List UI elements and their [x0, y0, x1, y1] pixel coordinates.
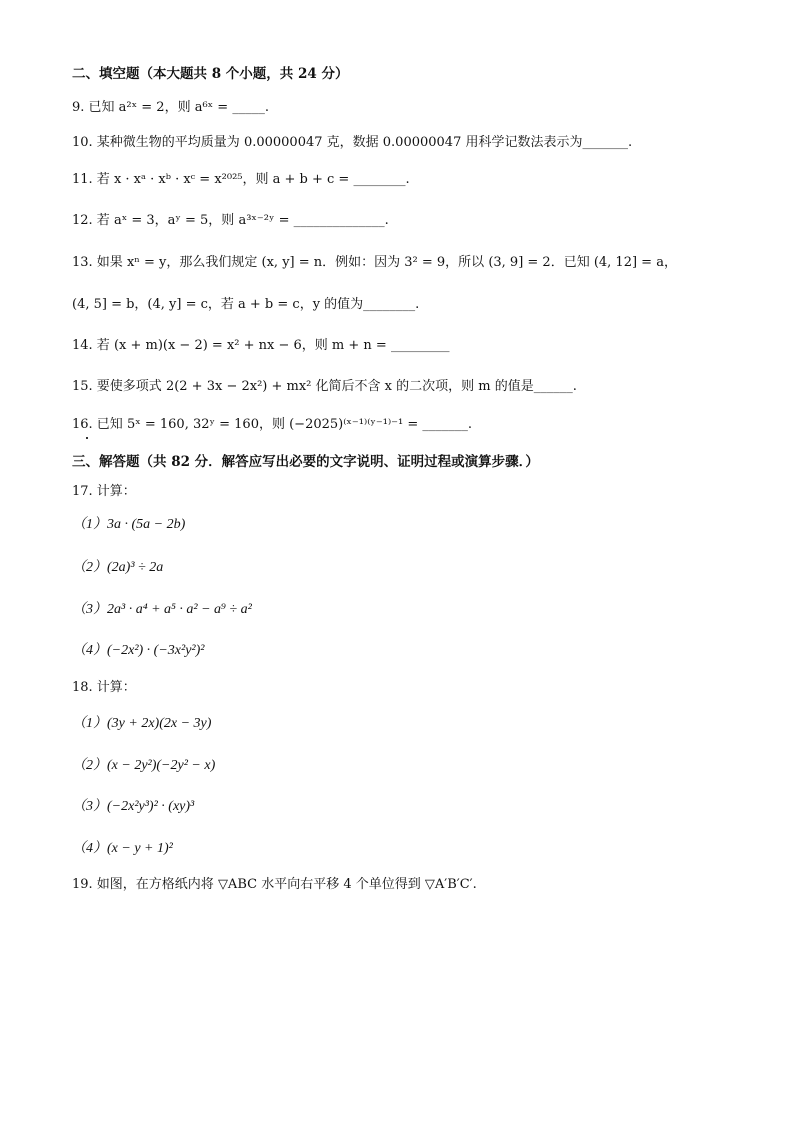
- stray-dot: [86, 437, 88, 439]
- question-17-item-1: （1）3a · (5a − 2b): [72, 517, 186, 532]
- section-2-heading: 二、填空题（本大题共 8 个小题，共 24 分）: [72, 66, 349, 82]
- section-3-heading: 三、解答题（共 82 分．解答应写出必要的文字说明、证明过程或演算步骤．）: [72, 454, 539, 470]
- question-9: 9. 已知 a²ˣ = 2，则 a⁶ˣ = _____.: [72, 100, 269, 115]
- question-14: 14. 若 (x + m)(x − 2) = x² + nx − 6，则 m + n = _________: [72, 338, 450, 353]
- question-13-line-2: (4, 5] = b，(4, y] = c，若 a + b = c，y 的值为________.: [72, 297, 420, 312]
- question-18-item-2: （2）(x − 2y²)(−2y² − x): [72, 758, 216, 773]
- question-18-item-3: （3）(−2x²y³)² · (xy)³: [72, 799, 195, 814]
- question-17-item-3: （3）2a³ · a⁴ + a⁵ · a² − a⁹ ÷ a²: [72, 602, 252, 617]
- question-16: 16. 已知 5ˣ = 160, 32ʸ = 160，则 (−2025)⁽ˣ⁻¹⁾⁽ʸ⁻¹⁾⁻¹ = _______.: [72, 417, 473, 432]
- question-18-label: 18. 计算：: [72, 680, 136, 695]
- question-17-label: 17. 计算：: [72, 484, 136, 499]
- question-15: 15. 要使多项式 2(2 + 3x − 2x²) + mx² 化简后不含 x 的二次项，则 m 的值是______.: [72, 379, 577, 394]
- question-18-item-4: （4）(x − y + 1)²: [72, 841, 173, 856]
- question-11: 11. 若 x · xᵃ · xᵇ · xᶜ = x²⁰²⁵，则 a + b + c = ________.: [72, 172, 410, 187]
- question-18-item-1: （1）(3y + 2x)(2x − 3y): [72, 716, 212, 731]
- question-10: 10. 某种微生物的平均质量为 0.00000047 克，数据 0.00000047 用科学记数法表示为_______.: [72, 135, 633, 150]
- question-17-item-4: （4）(−2x²) · (−3x²y²)²: [72, 643, 205, 658]
- question-17-item-2: （2）(2a)³ ÷ 2a: [72, 560, 164, 575]
- question-13-line-1: 13. 如果 xⁿ = y，那么我们规定 (x, y] = n．例如：因为 3² = 9，所以 (3, 9] = 2．已知 (4, 12] = a，: [72, 255, 677, 270]
- question-19: 19. 如图，在方格纸内将 ▽ABC 水平向右平移 4 个单位得到 ▽A′B′C′.: [72, 877, 477, 892]
- question-12: 12. 若 aˣ = 3，aʸ = 5，则 a³ˣ⁻²ʸ = ______________.: [72, 213, 389, 228]
